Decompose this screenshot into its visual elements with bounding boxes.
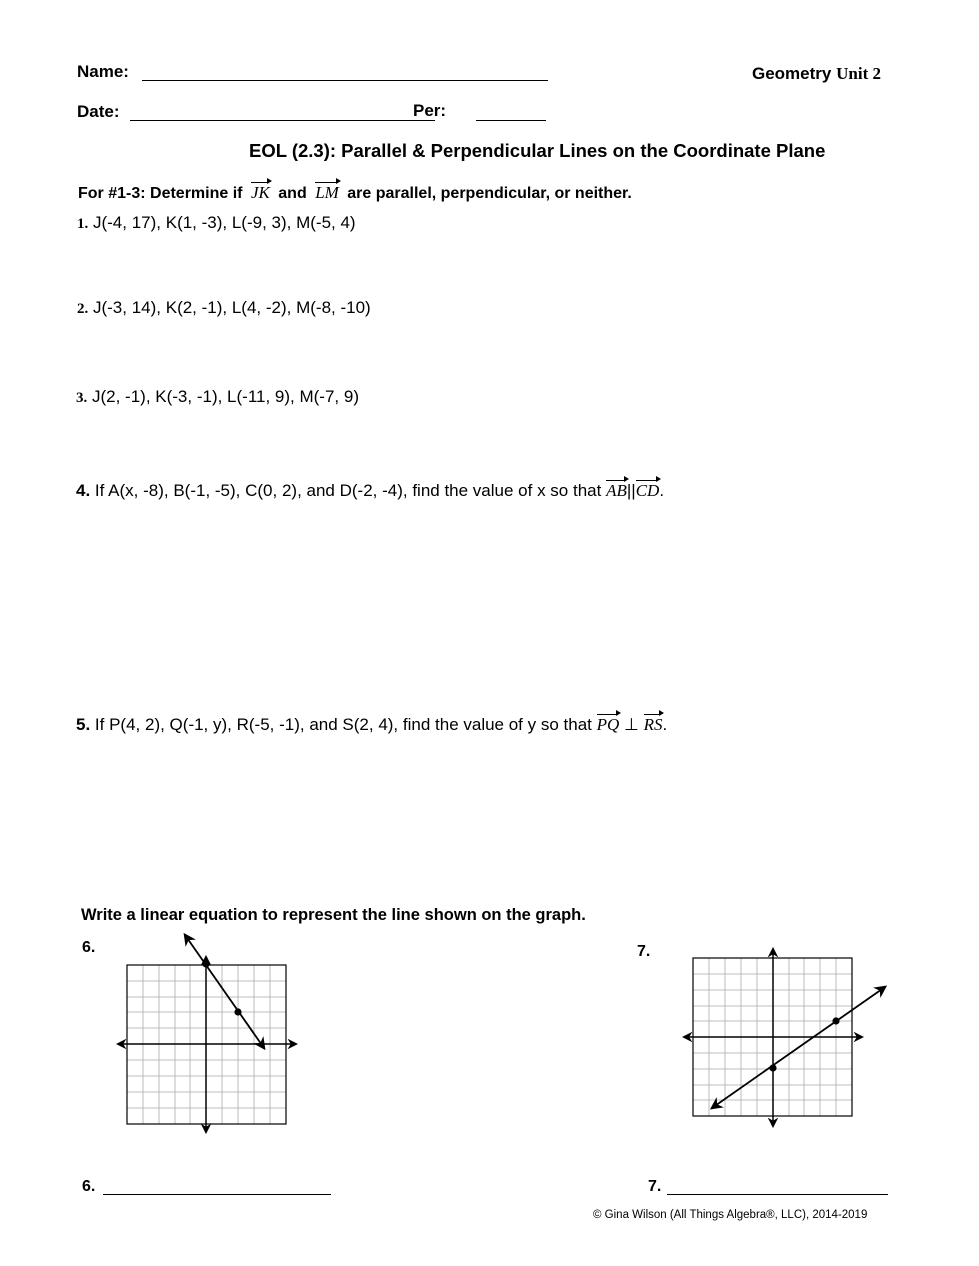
- segment-pq: PQ: [596, 715, 620, 734]
- graph-7-point-2: [832, 1017, 839, 1024]
- answer-6-field[interactable]: [103, 1194, 331, 1195]
- segment-jk: JK: [250, 183, 270, 202]
- problem-3-text: J(2, -1), K(-3, -1), L(-11, 9), M(-7, 9): [91, 387, 359, 406]
- graph-6-label: 6.: [82, 939, 96, 956]
- graph-7-point-1: [769, 1064, 776, 1071]
- instructions-prefix: For #1-3: Determine if: [78, 185, 243, 202]
- name-label: Name:: [77, 62, 129, 81]
- course-name: Geometry: [752, 64, 832, 83]
- segment-cd: CD: [635, 481, 660, 500]
- graph-instructions: Write a linear equation to represent the line shown on the graph.: [81, 906, 586, 924]
- answer-6-label: 6.: [82, 1178, 96, 1195]
- problem-3-number: 3.: [76, 390, 88, 406]
- problem-5-end: .: [662, 715, 668, 734]
- page-title: EOL (2.3): Parallel & Perpendicular Lines on the Coordinate Plane: [249, 140, 826, 161]
- problem-2-number: 2.: [77, 301, 89, 317]
- answer-7-field[interactable]: [667, 1194, 888, 1195]
- segment-ab: AB: [606, 481, 627, 500]
- graph-7-label: 7.: [637, 943, 651, 960]
- parallel-symbol: ||: [626, 481, 636, 500]
- unit-label: Unit 2: [836, 64, 881, 83]
- problem-2-text: J(-3, 14), K(2, -1), L(4, -2), M(-8, -10): [92, 298, 371, 317]
- copyright-footer: © Gina Wilson (All Things Algebra®, LLC), 2014-2019: [593, 1209, 868, 1221]
- instructions-suffix: are parallel, perpendicular, or neither.: [347, 185, 632, 202]
- segment-lm: LM: [315, 183, 339, 202]
- graph-7-line: [712, 987, 885, 1108]
- problem-1-number: 1.: [77, 216, 89, 232]
- segment-rs: RS: [643, 715, 663, 734]
- date-label: Date:: [77, 102, 120, 121]
- problem-1-text: J(-4, 17), K(1, -3), L(-9, 3), M(-5, 4): [92, 213, 356, 232]
- problem-4-number: 4.: [76, 481, 91, 500]
- problem-4-end: .: [659, 481, 665, 500]
- problem-4-text: If A(x, -8), B(-1, -5), C(0, 2), and D(-2, -4), find the value of x so that: [94, 481, 602, 500]
- instructions-and: and: [278, 185, 307, 202]
- perpendicular-symbol: ⊥: [624, 715, 639, 734]
- answer-7-label: 7.: [648, 1178, 662, 1195]
- per-label: Per:: [413, 101, 447, 120]
- problem-5-number: 5.: [76, 715, 91, 734]
- problem-5-text: If P(4, 2), Q(-1, y), R(-5, -1), and S(2, 4), find the value of y so that: [94, 715, 592, 734]
